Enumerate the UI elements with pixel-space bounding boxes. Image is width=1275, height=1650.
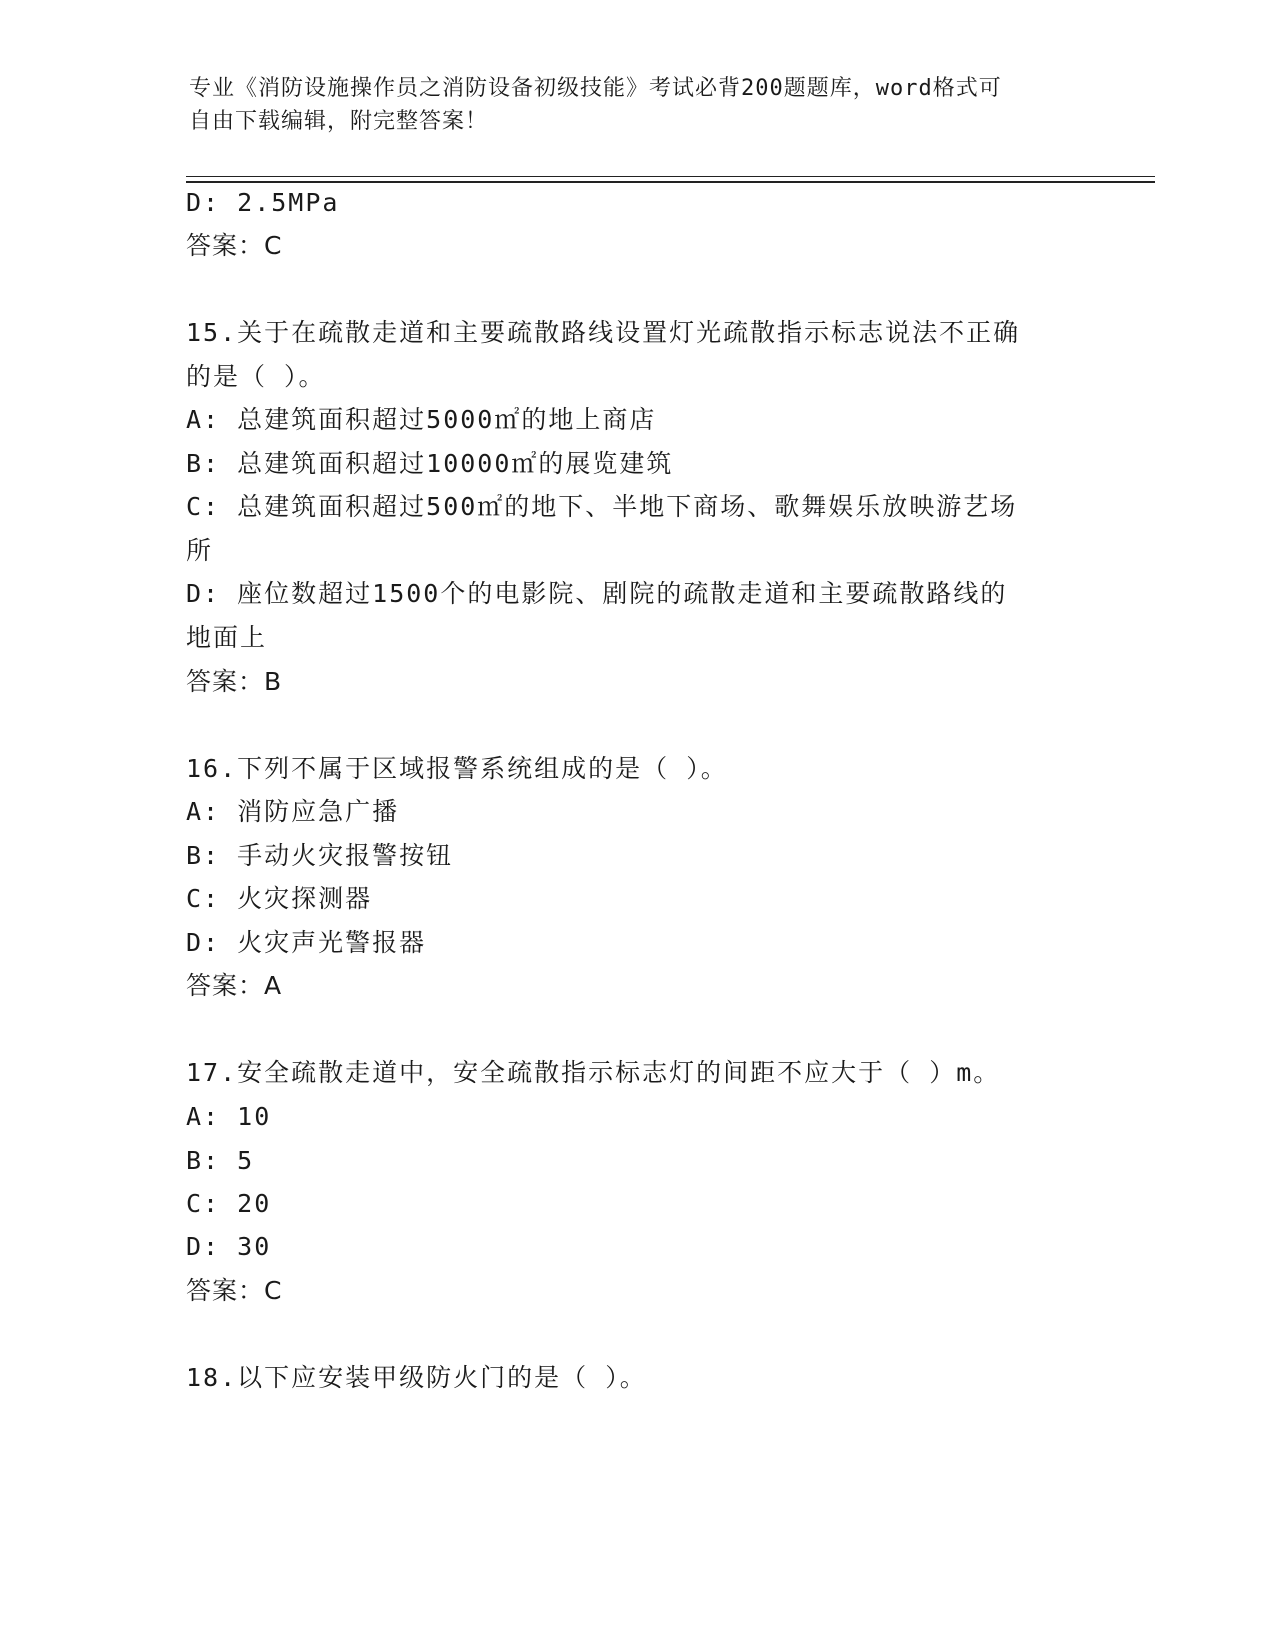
q16-option-b: B: 手动火灾报警按钮 — [186, 841, 454, 870]
q17-answer: 答案：C — [186, 1276, 283, 1305]
q15-stem-line-1: 15.关于在疏散走道和主要疏散路线设置灯光疏散指示标志说法不正确 — [186, 318, 1021, 347]
q16-option-a: A: 消防应急广播 — [186, 797, 400, 826]
q17-option-b: B: 5 — [186, 1146, 255, 1175]
q16-answer: 答案：A — [186, 971, 283, 1000]
q15-option-d-line-2: 地面上 — [186, 623, 268, 652]
prev-answer: 答案：C — [186, 231, 283, 260]
q15-option-c-line-1: C: 总建筑面积超过500㎡的地下、半地下商场、歌舞娱乐放映游艺场 — [186, 492, 1018, 521]
q17-option-c: C: 20 — [186, 1189, 272, 1218]
q15-option-a: A: 总建筑面积超过5000㎡的地上商店 — [186, 405, 657, 434]
header-line-1: 专业《消防设施操作员之消防设备初级技能》考试必背200题题库，word格式可 — [189, 76, 1002, 101]
header-divider-thin — [186, 176, 1155, 177]
q15-option-b: B: 总建筑面积超过10000㎡的展览建筑 — [186, 449, 674, 478]
q16-option-d: D: 火灾声光警报器 — [186, 928, 427, 957]
q15-answer: 答案：B — [186, 667, 283, 696]
q15-stem-line-2: 的是（ ）。 — [186, 362, 326, 391]
prev-option-d: D: 2.5MPa — [186, 188, 340, 217]
q16-option-c: C: 火灾探测器 — [186, 884, 373, 913]
q15-option-d-line-1: D: 座位数超过1500个的电影院、剧院的疏散走道和主要疏散路线的 — [186, 579, 1008, 608]
q18-stem: 18.以下应安装甲级防火门的是（ ）。 — [186, 1363, 647, 1392]
header-line-2: 自由下载编辑，附完整答案！ — [189, 109, 489, 134]
q15-option-c-line-2: 所 — [186, 536, 214, 565]
q17-option-a: A: 10 — [186, 1102, 272, 1131]
q17-stem: 17.安全疏散走道中，安全疏散指示标志灯的间距不应大于（ ）m。 — [186, 1058, 1001, 1087]
q17-option-d: D: 30 — [186, 1232, 272, 1261]
q16-stem: 16.下列不属于区域报警系统组成的是（ ）。 — [186, 754, 728, 783]
document-header — [189, 72, 1089, 138]
